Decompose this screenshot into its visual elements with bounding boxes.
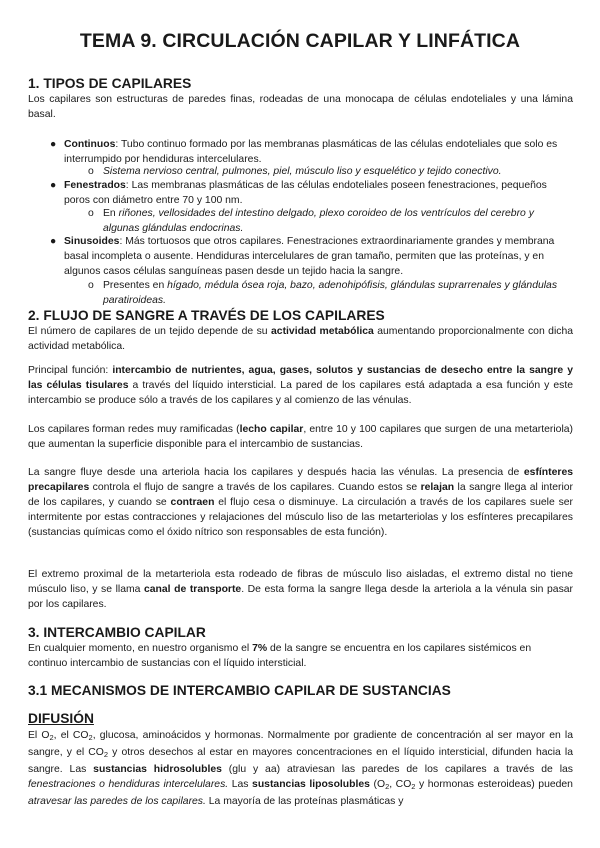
- s2-p4-bold-3: contraen: [170, 497, 215, 508]
- sub-continuos: [103, 164, 563, 179]
- text-continuos: : Tubo continuo formado por las membranas plasmáticas de las células endoteliales que solo es interrumpido por hendiduras intercelulares.: [64, 139, 558, 165]
- d-hidrosolubles: sustancias hidrosolubles: [93, 764, 222, 775]
- d-t4: (glu y aa) atraviesan las paredes de los capilares a través de las: [221, 764, 573, 775]
- sub-sinusoides: [103, 278, 563, 308]
- d-o2: El O: [28, 730, 50, 741]
- d-t5: fenestraciones o hendiduras intercelulares.: [28, 779, 229, 790]
- d-t10: y hormonas esteroideas) pueden: [415, 779, 573, 790]
- s2-p2-c: a través del líquido intersticial. La pared de los capilares está adaptada a esa función y este intercambio se produce sólo a través de los capilares y al comienzo de las vénulas.: [28, 380, 573, 406]
- section-2-para-1: [28, 324, 573, 354]
- sub-sinusoides-text: hígado, médula ósea roja, bazo, adenohipófisis, glándulas suprarrenales y glándulas paratiroideas.: [103, 280, 558, 306]
- bullet-sinusoides: [64, 234, 564, 279]
- document-title: TEMA 9. CIRCULACIÓN CAPILAR Y LINFÁTICA: [79, 30, 521, 52]
- s2-p5-c: . De esta forma la sangre llega desde la arteriola a la vénula sin pasar por los capilares.: [28, 584, 574, 610]
- term-continuos: Continuos: [64, 139, 116, 150]
- section-2-para-5: [28, 567, 573, 612]
- s3-p1-a: En cualquier momento, en nuestro organismo el: [28, 643, 253, 654]
- d-sub-3: 2: [103, 750, 109, 759]
- d-liposolubles: sustancias liposolubles: [252, 779, 370, 790]
- sub-fenestrados-text: riñones, vellosidades del intestino delgado, plexo coroideo de los ventrículos del cerebro y algunas glándulas endocrinas.: [103, 208, 534, 234]
- section-2-para-3: [28, 422, 573, 452]
- s2-p1-bold: actividad metabólica: [271, 326, 374, 337]
- s2-p4-g: el flujo cesa o disminuye. La circulación a través de los capilares suele ser intermitente por estas contracciones y relajaciones del músculo liso de las metarteriolas y los esfínteres precapilares (sustancias químicas como el óxido nítrico son responsables de esta función).: [28, 497, 574, 538]
- d-sub-1: 2: [49, 733, 54, 742]
- section-3-1-heading: 3.1 MECANISMOS DE INTERCAMBIO CAPILAR DE SUSTANCIAS: [28, 683, 451, 698]
- d-sub-2: 2: [88, 733, 93, 742]
- difusion-heading: DIFUSIÓN: [28, 711, 94, 726]
- s2-p4-a: La sangre fluye desde una arteriola hacia los capilares y después hacia las vénulas. La presencia de: [28, 467, 524, 478]
- sub-sinusoides-prefix: Presentes en: [103, 280, 168, 291]
- s2-p4-bold-2: relajan: [420, 482, 455, 493]
- sub-fenestrados: [103, 206, 563, 236]
- sub-bullet-icon: o: [88, 208, 94, 219]
- term-sinusoides: Sinusoides: [64, 236, 120, 247]
- s2-p5-bold: canal de transporte: [144, 584, 242, 595]
- s2-p2-bold: intercambio de nutrientes, agua, gases, solutos y sustancias de desecho entre la sangre y las células tisulares: [28, 365, 573, 391]
- d-t6: Las: [228, 779, 253, 790]
- s2-p4-bold-1: esfínteres precapilares: [28, 467, 573, 493]
- d-co2: , el CO: [53, 730, 89, 741]
- s2-p1-c: aumentando proporcionalmente con dicha actividad metabólica.: [28, 326, 574, 352]
- section-2-para-2: [28, 363, 573, 408]
- difusion-para: [28, 728, 573, 809]
- s2-p3-c: , entre 10 y 100 capilares que surgen de una metarteriola) que aumentan la superficie disponible para el intercambio de sustancias.: [28, 424, 574, 450]
- term-fenestrados: Fenestrados: [64, 180, 126, 191]
- section-3-heading: 3. INTERCAMBIO CAPILAR: [28, 625, 206, 640]
- s2-p4-c: controla el flujo de sangre a través de los capilares. Cuando estos se: [89, 482, 421, 493]
- bullet-icon: ●: [50, 180, 57, 191]
- bullet-icon: ●: [50, 236, 57, 247]
- section-2-para-4: [28, 465, 573, 540]
- s2-p1-a: El número de capilares de un tejido depende de su: [28, 326, 272, 337]
- sub-bullet-icon: o: [88, 166, 94, 177]
- section-1-heading: 1. TIPOS DE CAPILARES: [28, 76, 192, 91]
- s2-p4-e: la sangre llega al interior de los capilares, y cuando se: [28, 482, 574, 508]
- bullet-icon: ●: [50, 139, 57, 150]
- sub-continuos-text: Sistema nervioso central, pulmones, piel, músculo liso y esquelético y tejido conectivo.: [103, 166, 502, 177]
- sub-bullet-icon: o: [88, 280, 94, 291]
- section-1-intro: Los capilares son estructuras de paredes finas, rodeadas de una monocapa de células endoteliales y una lámina basal.: [28, 94, 573, 120]
- section-2-heading: 2. FLUJO DE SANGRE A TRAVÉS DE LOS CAPILARES: [28, 308, 385, 323]
- bullet-fenestrados: [64, 178, 564, 208]
- text-sinusoides: : Más tortuosos que otros capilares. Fenestraciones extraordinariamente grandes y membrana basal incompleta o ausente. Hendiduras intercelulares de gran tamaño, permiten que las proteínas, y en algunos casos células sanguíneas pasen desde un tejido hacia la sangre.: [64, 236, 555, 277]
- d-t12: La mayoría de las proteínas plasmáticas y: [205, 796, 404, 807]
- s3-p1-c: de la sangre se encuentra en los capilares sistémicos en continuo intercambio de sustancias con el líquido intersticial.: [28, 643, 532, 669]
- s2-p3-a: Los capilares forman redes muy ramificadas (: [28, 424, 240, 435]
- d-t1: , glucosa, aminoácidos y hormonas. Normalmente por gradiente de concentración al ser mayor en la sangre, y el CO: [28, 730, 574, 758]
- d-t9: , CO: [389, 779, 412, 790]
- d-sub-5: 2: [411, 782, 416, 791]
- section-3-para-1: [28, 641, 573, 671]
- sub-fenestrados-prefix: En: [103, 208, 119, 219]
- bullet-continuos: [64, 137, 564, 167]
- d-sub-4: 2: [385, 782, 390, 791]
- text-fenestrados: : Las membranas plasmáticas de las células endoteliales poseen fenestraciones, pequeños poros con diámetro entre 70 y 100 nm.: [64, 180, 547, 206]
- s3-p1-bold: 7%: [252, 643, 268, 654]
- s2-p2-a: Principal función:: [28, 365, 113, 376]
- s2-p3-bold: lecho capilar: [239, 424, 304, 435]
- d-t2: y otros desechos al estar en mayores concentraciones en el líquido intersticial, difunden hacia la sangre. Las: [28, 747, 573, 775]
- d-t11: atravesar las paredes de los capilares.: [28, 796, 206, 807]
- s2-p5-a: El extremo proximal de la metarteriola esta rodeado de fibras de músculo liso aisladas, el extremo distal no tiene músculo liso, y se llama: [28, 569, 573, 595]
- d-t8: (O: [369, 779, 386, 790]
